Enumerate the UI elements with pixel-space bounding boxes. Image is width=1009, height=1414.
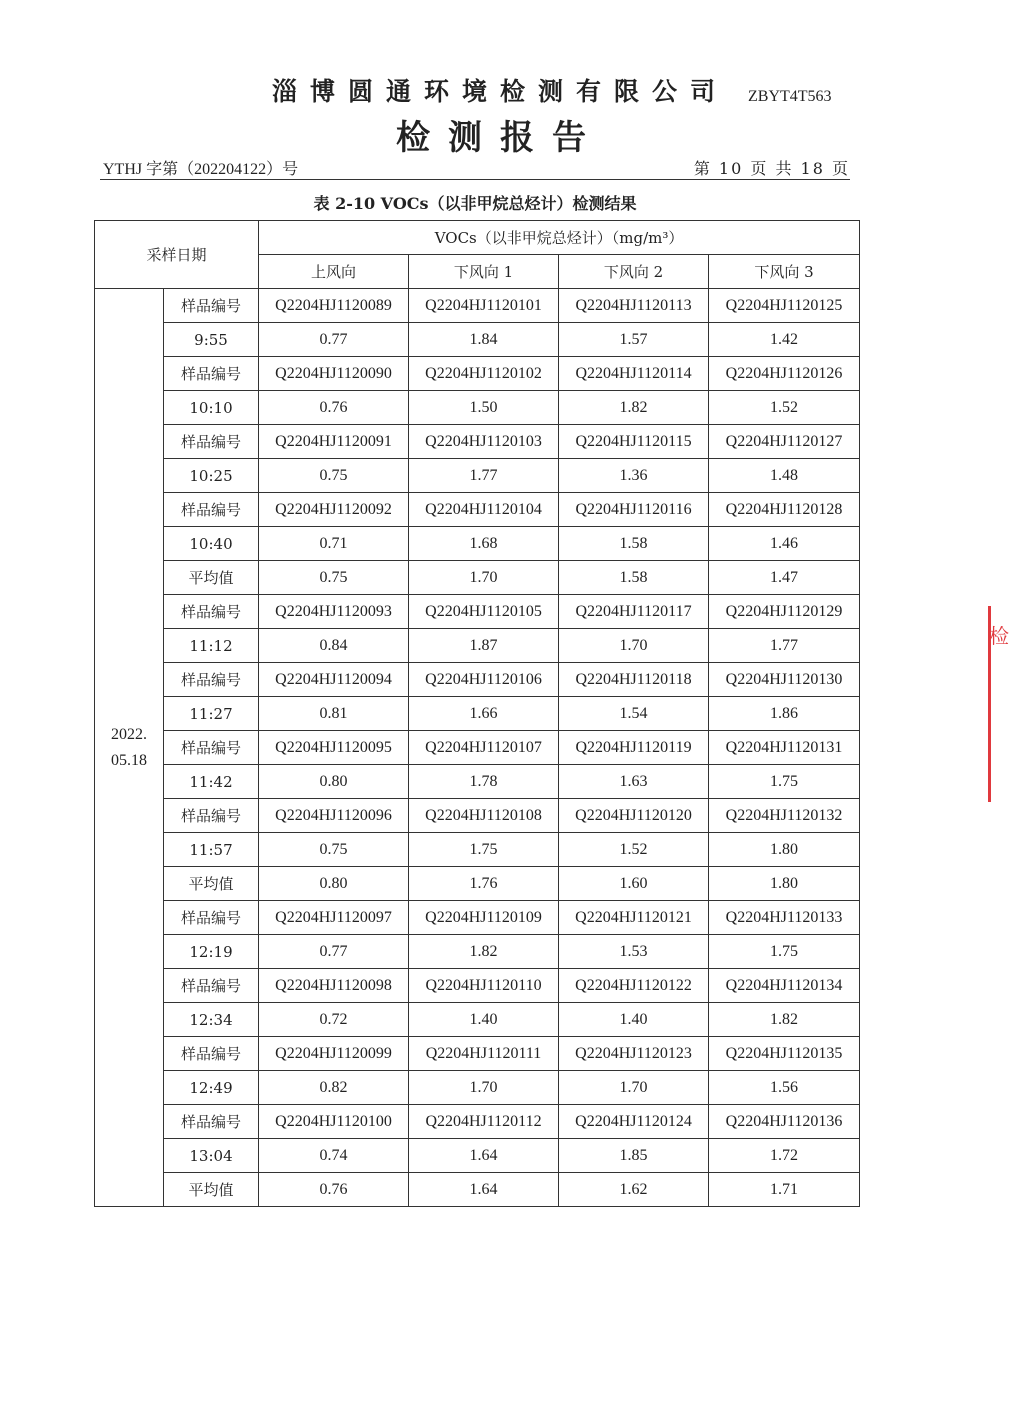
header-divider: [100, 179, 850, 180]
page-number: 第 10 页 共 18 页: [693, 159, 850, 178]
table-row: [95, 765, 860, 799]
table-cell: Q2204HJ1120089: [259, 289, 409, 323]
table-cell: 0.84: [259, 629, 409, 663]
table-cell: Q2204HJ1120118: [559, 663, 709, 697]
row-label: 样品编号: [164, 1105, 259, 1139]
table-row: [95, 1105, 860, 1139]
table-cell: Q2204HJ1120106: [409, 663, 559, 697]
table-cell: Q2204HJ1120105: [409, 595, 559, 629]
row-label: 样品编号: [164, 799, 259, 833]
table-cell: Q2204HJ1120122: [559, 969, 709, 1003]
table-cell: Q2204HJ1120101: [409, 289, 559, 323]
table-cell: 1.56: [709, 1071, 860, 1105]
row-label: 10:25: [164, 459, 259, 493]
table-cell: Q2204HJ1120116: [559, 493, 709, 527]
table-cell: 1.54: [559, 697, 709, 731]
table-row: [95, 561, 860, 595]
row-label: 11:27: [164, 697, 259, 731]
table-cell: Q2204HJ1120135: [709, 1037, 860, 1071]
table-cell: 1.82: [559, 391, 709, 425]
row-label: 11:57: [164, 833, 259, 867]
table-row: [95, 391, 860, 425]
table-cell: 1.70: [559, 629, 709, 663]
table-cell: Q2204HJ1120121: [559, 901, 709, 935]
table-row: [95, 969, 860, 1003]
table-cell: Q2204HJ1120109: [409, 901, 559, 935]
table-cell: Q2204HJ1120096: [259, 799, 409, 833]
table-cell: 1.76: [409, 867, 559, 901]
row-label: 样品编号: [164, 969, 259, 1003]
table-cell: Q2204HJ1120095: [259, 731, 409, 765]
row-label: 样品编号: [164, 493, 259, 527]
table-cell: Q2204HJ1120110: [409, 969, 559, 1003]
table-cell: Q2204HJ1120127: [709, 425, 860, 459]
row-label: 11:42: [164, 765, 259, 799]
row-label: 样品编号: [164, 357, 259, 391]
row-label: 样品编号: [164, 425, 259, 459]
table-row: [95, 1139, 860, 1173]
table-row: [95, 493, 860, 527]
table-cell: Q2204HJ1120093: [259, 595, 409, 629]
table-cell: 1.42: [709, 323, 860, 357]
table-cell: 1.75: [409, 833, 559, 867]
document-code: ZBYT4T563: [748, 88, 832, 105]
row-label: 11:12: [164, 629, 259, 663]
table-cell: Q2204HJ1120102: [409, 357, 559, 391]
table-cell: 0.77: [259, 323, 409, 357]
table-cell: 0.75: [259, 459, 409, 493]
table-row: [95, 527, 860, 561]
table-cell: Q2204HJ1120128: [709, 493, 860, 527]
table-cell: 1.82: [409, 935, 559, 969]
table-cell: 1.86: [709, 697, 860, 731]
table-cell: Q2204HJ1120130: [709, 663, 860, 697]
table-row: [95, 425, 860, 459]
table-cell: Q2204HJ1120126: [709, 357, 860, 391]
table-cell: 1.80: [709, 867, 860, 901]
table-cell: Q2204HJ1120125: [709, 289, 860, 323]
row-label: 平均值: [164, 867, 259, 901]
table-cell: 0.77: [259, 935, 409, 969]
table-cell: 0.71: [259, 527, 409, 561]
table-cell: Q2204HJ1120133: [709, 901, 860, 935]
company-name: 淄博圆通环境检测有限公司: [271, 77, 728, 106]
header-upwind: 上风向: [259, 255, 409, 289]
table-cell: 1.70: [559, 1071, 709, 1105]
table-cell: Q2204HJ1120100: [259, 1105, 409, 1139]
table-row: [95, 323, 860, 357]
voc-results-table: [94, 220, 860, 1207]
table-cell: Q2204HJ1120091: [259, 425, 409, 459]
table-cell: 1.58: [559, 561, 709, 595]
table-cell: 0.82: [259, 1071, 409, 1105]
table-cell: 1.85: [559, 1139, 709, 1173]
table-cell: Q2204HJ1120123: [559, 1037, 709, 1071]
table-cell: 1.87: [409, 629, 559, 663]
row-label: 样品编号: [164, 901, 259, 935]
table-cell: Q2204HJ1120124: [559, 1105, 709, 1139]
table-row: [95, 663, 860, 697]
table-cell: 1.46: [709, 527, 860, 561]
table-cell: 1.72: [709, 1139, 860, 1173]
table-cell: 1.77: [409, 459, 559, 493]
table-cell: Q2204HJ1120103: [409, 425, 559, 459]
table-cell: 1.64: [409, 1173, 559, 1207]
table-cell: Q2204HJ1120115: [559, 425, 709, 459]
header-sampling-date: 采样日期: [95, 221, 259, 289]
table-cell: 0.81: [259, 697, 409, 731]
row-label: 13:04: [164, 1139, 259, 1173]
table-row: [95, 459, 860, 493]
table-cell: 1.48: [709, 459, 860, 493]
table-cell: Q2204HJ1120098: [259, 969, 409, 1003]
table-cell: Q2204HJ1120097: [259, 901, 409, 935]
table-cell: 0.74: [259, 1139, 409, 1173]
table-row: [95, 1003, 860, 1037]
table-body: [95, 289, 860, 1207]
row-label: 12:19: [164, 935, 259, 969]
table-row: [95, 901, 860, 935]
table-cell: Q2204HJ1120136: [709, 1105, 860, 1139]
row-label: 10:10: [164, 391, 259, 425]
table-cell: Q2204HJ1120094: [259, 663, 409, 697]
table-row: [95, 1173, 860, 1207]
table-row: [95, 833, 860, 867]
sampling-date-cell: 2022. 05.18: [95, 289, 164, 1207]
table-cell: Q2204HJ1120114: [559, 357, 709, 391]
table-cell: 1.64: [409, 1139, 559, 1173]
table-cell: 1.82: [709, 1003, 860, 1037]
table-cell: Q2204HJ1120129: [709, 595, 860, 629]
table-row: [95, 799, 860, 833]
table-cell: Q2204HJ1120131: [709, 731, 860, 765]
table-cell: Q2204HJ1120108: [409, 799, 559, 833]
table-cell: 1.58: [559, 527, 709, 561]
row-label: 样品编号: [164, 663, 259, 697]
table-cell: 0.76: [259, 1173, 409, 1207]
table-cell: 0.72: [259, 1003, 409, 1037]
table-cell: Q2204HJ1120092: [259, 493, 409, 527]
table-cell: 1.78: [409, 765, 559, 799]
table-cell: 1.62: [559, 1173, 709, 1207]
table-row: [95, 731, 860, 765]
table-cell: 1.75: [709, 935, 860, 969]
table-cell: 1.52: [709, 391, 860, 425]
header-downwind-3: 下风向 3: [709, 255, 860, 289]
table-cell: Q2204HJ1120107: [409, 731, 559, 765]
table-cell: 1.50: [409, 391, 559, 425]
table-cell: Q2204HJ1120120: [559, 799, 709, 833]
table-row: [95, 595, 860, 629]
table-cell: 0.80: [259, 867, 409, 901]
table-cell: 1.77: [709, 629, 860, 663]
table-cell: 1.68: [409, 527, 559, 561]
table-row: [95, 357, 860, 391]
table-cell: Q2204HJ1120119: [559, 731, 709, 765]
row-label: 样品编号: [164, 595, 259, 629]
table-cell: Q2204HJ1120113: [559, 289, 709, 323]
table-row: [95, 289, 860, 323]
table-cell: 1.71: [709, 1173, 860, 1207]
red-seal-stamp: [988, 606, 1009, 802]
table-caption: 表 2-10 VOCs（以非甲烷总烃计）检测结果: [313, 194, 637, 213]
table-row: [95, 697, 860, 731]
table-cell: 1.52: [559, 833, 709, 867]
table-cell: Q2204HJ1120111: [409, 1037, 559, 1071]
table-row: [95, 935, 860, 969]
row-label: 10:40: [164, 527, 259, 561]
table-row: [95, 867, 860, 901]
table-cell: 1.66: [409, 697, 559, 731]
table-cell: Q2204HJ1120104: [409, 493, 559, 527]
table-cell: 1.70: [409, 1071, 559, 1105]
header-downwind-1: 下风向 1: [409, 255, 559, 289]
report-meta-row: [103, 156, 850, 179]
row-label: 样品编号: [164, 1037, 259, 1071]
table-cell: 1.57: [559, 323, 709, 357]
table-row: [95, 1037, 860, 1071]
table-cell: 0.76: [259, 391, 409, 425]
report-title: 检测报告: [396, 118, 604, 158]
table-cell: 1.47: [709, 561, 860, 595]
row-label: 9:55: [164, 323, 259, 357]
table-cell: Q2204HJ1120117: [559, 595, 709, 629]
table-cell: 0.75: [259, 833, 409, 867]
table-cell: Q2204HJ1120090: [259, 357, 409, 391]
table-cell: 1.84: [409, 323, 559, 357]
table-cell: 1.40: [409, 1003, 559, 1037]
table-cell: 0.80: [259, 765, 409, 799]
row-label: 平均值: [164, 561, 259, 595]
table-cell: 1.63: [559, 765, 709, 799]
table-row: [95, 1071, 860, 1105]
table-cell: 1.40: [559, 1003, 709, 1037]
row-label: 样品编号: [164, 289, 259, 323]
table-cell: Q2204HJ1120099: [259, 1037, 409, 1071]
table-cell: Q2204HJ1120134: [709, 969, 860, 1003]
table-cell: 0.75: [259, 561, 409, 595]
header-downwind-2: 下风向 2: [559, 255, 709, 289]
row-label: 12:49: [164, 1071, 259, 1105]
table-cell: Q2204HJ1120112: [409, 1105, 559, 1139]
table-cell: 1.60: [559, 867, 709, 901]
stamp-text: 检: [989, 624, 1009, 648]
row-label: 平均值: [164, 1173, 259, 1207]
table-cell: 1.80: [709, 833, 860, 867]
row-label: 样品编号: [164, 731, 259, 765]
table-cell: 1.53: [559, 935, 709, 969]
table-cell: 1.36: [559, 459, 709, 493]
table-cell: Q2204HJ1120132: [709, 799, 860, 833]
report-number: YTHJ 字第（202204122）号: [103, 161, 299, 178]
row-label: 12:34: [164, 1003, 259, 1037]
table-cell: 1.75: [709, 765, 860, 799]
table-cell: 1.70: [409, 561, 559, 595]
header-voc-group: VOCs（以非甲烷总烃计）（mg/m³）: [259, 221, 860, 255]
table-row: [95, 629, 860, 663]
